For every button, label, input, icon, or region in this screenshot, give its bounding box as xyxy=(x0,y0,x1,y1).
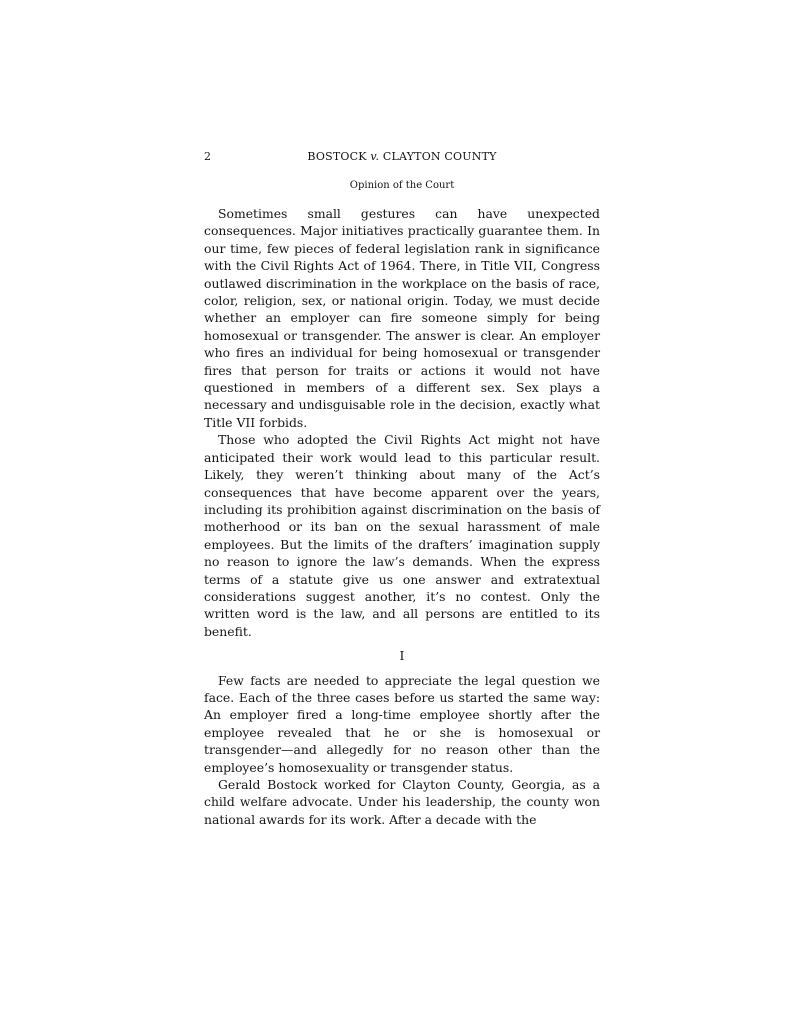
case-title xyxy=(204,149,600,165)
case-title-second: CLAYTON COUNTY xyxy=(382,150,497,163)
case-title-first: BOSTOCK xyxy=(307,150,367,163)
paragraph: Few facts are needed to appreciate the legal question we face. Each of the three cases before us started the same way: An employer fired a long-time employee shortly after the employee revealed that he or she is homosexual or transgender—and allegedly for no reason other than the employee’s homosexuality or transgender status. xyxy=(204,672,600,775)
paragraph: Sometimes small gestures can have unexpected consequences. Major initiatives practically guarantee them. In our time, few pieces of federal legislation rank in significance with the Civil Rights Act of 1964. There, in Title VII, Congress outlawed discrimination in the workplace on the basis of race, color, religion, sex, or national origin. Today, we must decide whether an employer can fire someone simply for being homosexual or transgender. The answer is clear. An employer who fires an individual for being homosexual or transgender fires that person for traits or actions it would not have questioned in members of a different sex. Sex plays a necessary and undisguisable role in the decision, exactly what Title VII forbids. xyxy=(204,206,600,430)
opinion-label: Opinion of the Court xyxy=(349,180,455,191)
case-title-vs: v. xyxy=(370,150,380,163)
section-heading: I xyxy=(399,648,405,664)
paragraph: Gerald Bostock worked for Clayton County, Georgia, as a child welfare advocate. Under his leadership, the county won national awards for its work. After a decade with the xyxy=(204,777,600,827)
page-number: 2 xyxy=(204,150,211,163)
running-head xyxy=(204,149,600,165)
paragraph: Those who adopted the Civil Rights Act might not have anticipated their work would lead to this particular result. Likely, they weren’t thinking about many of the Act’s consequences that have become apparent over the years, including its prohibition against discrimination on the basis of motherhood or its ban on the sexual harassment of male employees. But the limits of the drafters’ imagination supply no reason to ignore the law’s demands. When the express terms of a statute give us one answer and extratextual considerations suggest another, it’s no contest. Only the written word is the law, and all persons are entitled to its benefit. xyxy=(204,432,600,639)
opinion-body xyxy=(204,205,600,828)
